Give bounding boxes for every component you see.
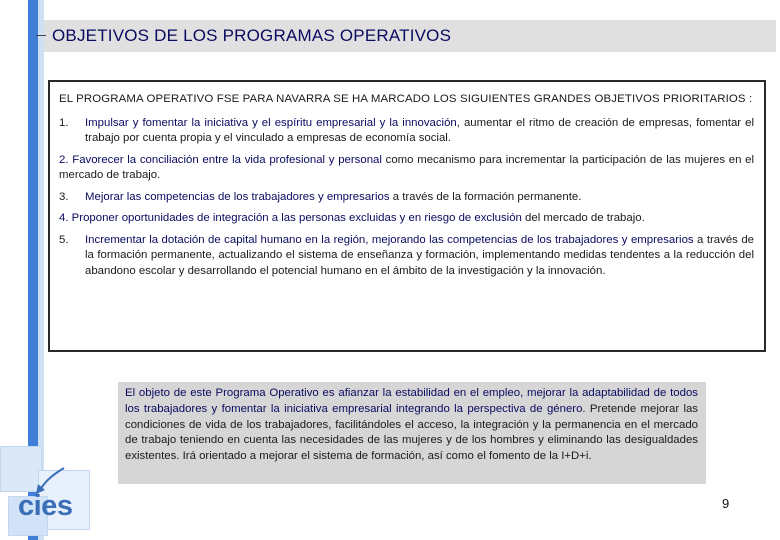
objective-number: 5. — [59, 233, 69, 246]
page-title: OBJETIVOS DE LOS PROGRAMAS OPERATIVOS — [52, 26, 452, 45]
objective-number: 2. — [59, 153, 69, 166]
objective-number: 1. — [59, 116, 69, 129]
objective-text — [85, 116, 754, 147]
objective-text — [85, 190, 754, 206]
objectives-intro: EL PROGRAMA OPERATIVO FSE PARA NAVARRA SE HA MARCADO LOS SIGUIENTES GRANDES OBJETIVOS PRIORITARIOS : — [59, 93, 753, 105]
objective-rest: , aumentar el ritmo de creación de empresas, fomentar el trabajo por cuenta propia y el vinculado a empresas de economía social. — [85, 116, 754, 144]
objective-highlight: Incrementar la dotación de capital humano en la región, mejorando las competencias de los trabajadores y empresarios — [85, 233, 694, 246]
objective-highlight: Favorecer la conciliación entre la vida profesional y personal — [72, 153, 382, 166]
objective-highlight: Mejorar las competencias de los trabajadores y empresarios — [85, 190, 390, 203]
objective-item-5 — [59, 233, 754, 280]
logo-text: cies — [18, 490, 73, 522]
objective-text — [85, 233, 754, 280]
objective-highlight: Proponer oportunidades de integración a las personas excluidas y en riesgo de exclusión — [71, 212, 522, 224]
objective-item-4 — [59, 211, 754, 227]
cies-logo — [14, 466, 84, 526]
objective-number: 3. — [59, 190, 69, 203]
summary-highlight: El objeto de este Programa Operativo es afianzar la estabilidad en el empleo, mejorar la adaptabilidad de todos los trabajadores y fomentar la iniciativa empresarial integrando la perspectiva de género — [125, 387, 698, 415]
title-tick — [36, 35, 46, 36]
page-number: 9 — [722, 496, 730, 511]
objective-rest: como mecanismo para incrementar la participación de las mujeres en el mercado de trabajo. — [59, 153, 755, 181]
objective-rest: a través de la formación permanente, actualizando el sistema de enseñanza y formación, implementando medidas tendentes a la reducción del abandono escolar y desarrollando el potencial humano en el ámbito de la investigación y la innovación. — [85, 233, 754, 277]
title-bar — [44, 20, 776, 52]
objective-item-2 — [59, 153, 754, 184]
objective-rest: a través de la formación permanente. — [389, 190, 582, 203]
objective-item-3 — [59, 190, 754, 206]
objective-rest: del mercado de trabajo. — [521, 212, 645, 224]
summary-rest: . Pretende mejorar las condiciones de vida de los trabajadores, facilitándoles el acceso, la integración y la permanencia en el mercado de trabajo teniendo en cuenta las necesidades de las mujeres y de los hombres y eliminando las desigualdades existentes. Irá orientado a mejorar el sistema de formación, así como el fomento de la I+D+i. — [125, 402, 699, 463]
summary-box — [118, 382, 706, 484]
objective-item-1 — [59, 116, 754, 147]
objective-highlight: Impulsar y fomentar la iniciativa y el espíritu empresarial y la innovación — [85, 116, 457, 129]
objective-number: 4. — [59, 212, 69, 224]
objectives-box — [48, 80, 766, 352]
